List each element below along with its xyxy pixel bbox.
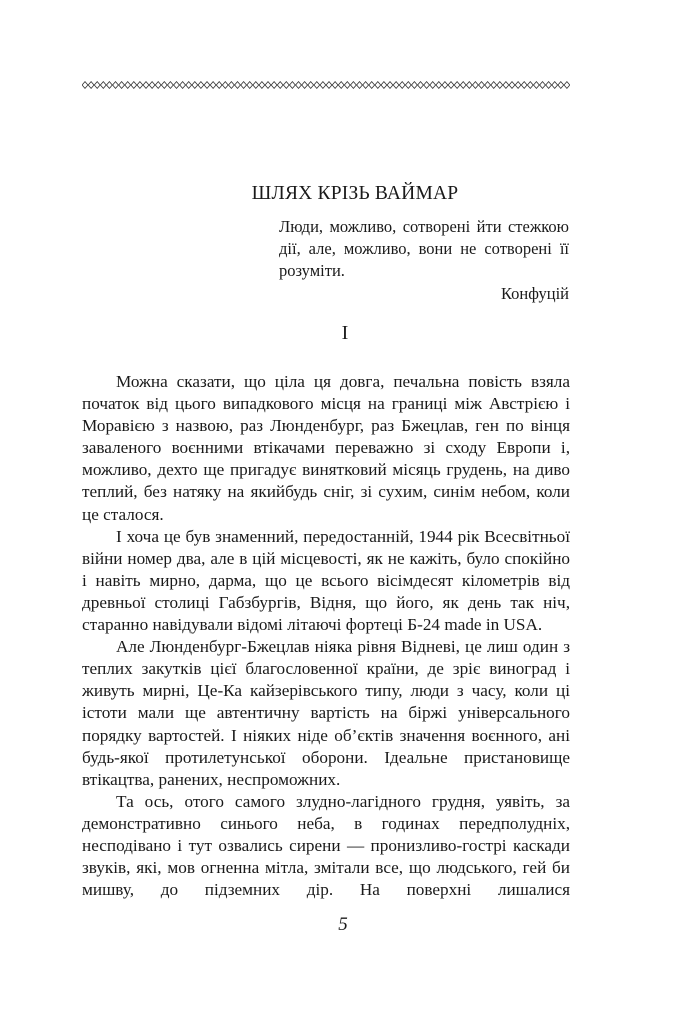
ornament-diamond	[143, 82, 149, 89]
ornament-diamond	[424, 82, 430, 89]
section-number: І	[341, 322, 349, 344]
ornament-diamond	[540, 82, 546, 89]
ornament-diamond	[192, 82, 198, 89]
ornament-diamond	[94, 82, 100, 89]
ornament-diamond	[344, 82, 350, 89]
ornament-diamond	[473, 82, 479, 89]
ornament-diamond	[235, 82, 241, 89]
ornament-diamond	[515, 82, 521, 89]
body-text	[82, 371, 570, 901]
ornament-diamond	[290, 82, 296, 89]
chapter-title: ШЛЯХ КРІЗЬ ВАЙМАР	[251, 183, 459, 204]
ornament-diamond	[448, 82, 454, 89]
ornament-diamond	[277, 82, 283, 89]
ornament-diamond	[503, 82, 509, 89]
ornament-diamond	[393, 82, 399, 89]
ornament-diamond	[204, 82, 210, 89]
ornament-diamond	[180, 82, 186, 89]
ornament-diamond	[412, 82, 418, 89]
ornament-diamond	[241, 82, 247, 89]
ornament-diamond	[302, 82, 308, 89]
ornament-diamond	[119, 82, 125, 89]
ornament-diamond	[479, 82, 485, 89]
ornament-diamond	[253, 82, 259, 89]
ornament-diamond	[460, 82, 466, 89]
ornament-diamond	[131, 82, 137, 89]
ornament-diamond	[454, 82, 460, 89]
ornament-diamond	[259, 82, 265, 89]
ornament-diamond	[308, 82, 314, 89]
ornament-diamond	[436, 82, 442, 89]
ornament-diamond	[82, 82, 88, 89]
ornament-diamond	[332, 82, 338, 89]
ornament-diamond	[399, 82, 405, 89]
ornament-diamond	[137, 82, 143, 89]
ornament-diamond	[351, 82, 357, 89]
ornament-diamond	[430, 82, 436, 89]
paragraph-3: Але Люнденбург-Бжецлав ніяка рівня Відневі, це лиш один з теплих закутків цієї благословенної країни, де зріє виноград і живуть мирні, Це-Ка кайзерівського типу, люди з часу, коли ці істоти мали ще автентичну вартість на біржі універсального порядку вартостей. І ніяких ніде об’єктів значення воєнного, ані будь-якої протилетунської оборони. Ідеальне пристановище втікацтва, ранених, неспроможних.	[82, 637, 570, 789]
ornament-diamond	[338, 82, 344, 89]
ornament-diamond	[564, 82, 570, 89]
ornament-diamond	[168, 82, 174, 89]
ornament-diamond	[491, 82, 497, 89]
ornament-diamond	[149, 82, 155, 89]
epigraph-text: Люди, можливо, сотворені йти стежкою дії, але, можливо, вони не сотворені її розуміти.	[279, 217, 569, 280]
ornament-diamond	[216, 82, 222, 89]
ornament-diamond	[442, 82, 448, 89]
epigraph-author: Конфуцій	[500, 284, 569, 303]
ornament-diamond	[509, 82, 515, 89]
ornament-diamond	[357, 82, 363, 89]
ornament-diamond	[88, 82, 94, 89]
ornament-diamond	[229, 82, 235, 89]
ornament-diamond	[497, 82, 503, 89]
ornament-diamond	[405, 82, 411, 89]
ornament-diamond	[552, 82, 558, 89]
ornament-diamond	[314, 82, 320, 89]
page-number: 5	[338, 914, 348, 935]
ornament-diamond	[222, 82, 228, 89]
ornament-diamond	[113, 82, 119, 89]
ornament-diamond	[296, 82, 302, 89]
ornament-diamond	[558, 82, 564, 89]
ornament-diamond	[485, 82, 491, 89]
ornament-diamond	[265, 82, 271, 89]
ornament-diamond	[326, 82, 332, 89]
ornament-diamond	[527, 82, 533, 89]
ornament-diamond	[271, 82, 277, 89]
decorative-ornament-rule	[82, 80, 570, 90]
ornament-diamond	[174, 82, 180, 89]
ornament-diamond	[125, 82, 131, 89]
paragraph-1: Можна сказати, що ціла ця довга, печальна повість взяла початок від цього випадкового місця на границі між Австрією і Моравією з назвою, раз Люнденбург, раз Бжецлав, ген по вінця заваленого воєнними втікачами переважно зі сходу Европи і, можливо, дехто ще пригадує винятковий місяць грудень, на диво теплий, без натяку на якийбудь сніг, зі сухим, синім небом, коли це сталося.	[82, 372, 570, 524]
paragraph-2: І хоча це був знаменний, передостанній, 1944 рік Всесвітньої війни номер два, але в цій місцевості, як не кажіть, було спокійно і навіть мирно, дарма, що це всього вісімдесят кілометрів від древньої столиці Габзбургів, Відня, що його, як день так ніч, старанно навідували відомі літаючі фортеці Б-24 made in USA.	[82, 526, 570, 635]
ornament-diamond	[283, 82, 289, 89]
ornament-diamond	[186, 82, 192, 89]
ornament-diamond	[107, 82, 113, 89]
ornament-diamond	[546, 82, 552, 89]
ornament-diamond	[466, 82, 472, 89]
ornament-diamond	[100, 82, 106, 89]
ornament-diamond	[521, 82, 527, 89]
ornament-diamond	[418, 82, 424, 89]
ornament-diamond	[387, 82, 393, 89]
ornament-diamond	[198, 82, 204, 89]
epigraph	[279, 216, 569, 305]
ornament-diamond	[381, 82, 387, 89]
ornament-diamond	[210, 82, 216, 89]
ornament-diamond	[247, 82, 253, 89]
ornament-diamond	[534, 82, 540, 89]
ornament-diamond	[320, 82, 326, 89]
ornament-diamond	[155, 82, 161, 89]
ornament-diamond	[363, 82, 369, 89]
ornament-diamond	[161, 82, 167, 89]
ornament-diamond	[375, 82, 381, 89]
ornament-diamond	[369, 82, 375, 89]
paragraph-4: Та ось, отого самого злудно-лагідного грудня, уявіть, за демонстративно синього неба, в годинах передполудніх, несподівано і тут озвались сирени — пронизливо-гострі каскади звуків, які, мов огненна мітла, змітали все, що людського, гей би мишву, до підземних дір. На поверхні лишалися	[82, 791, 570, 900]
